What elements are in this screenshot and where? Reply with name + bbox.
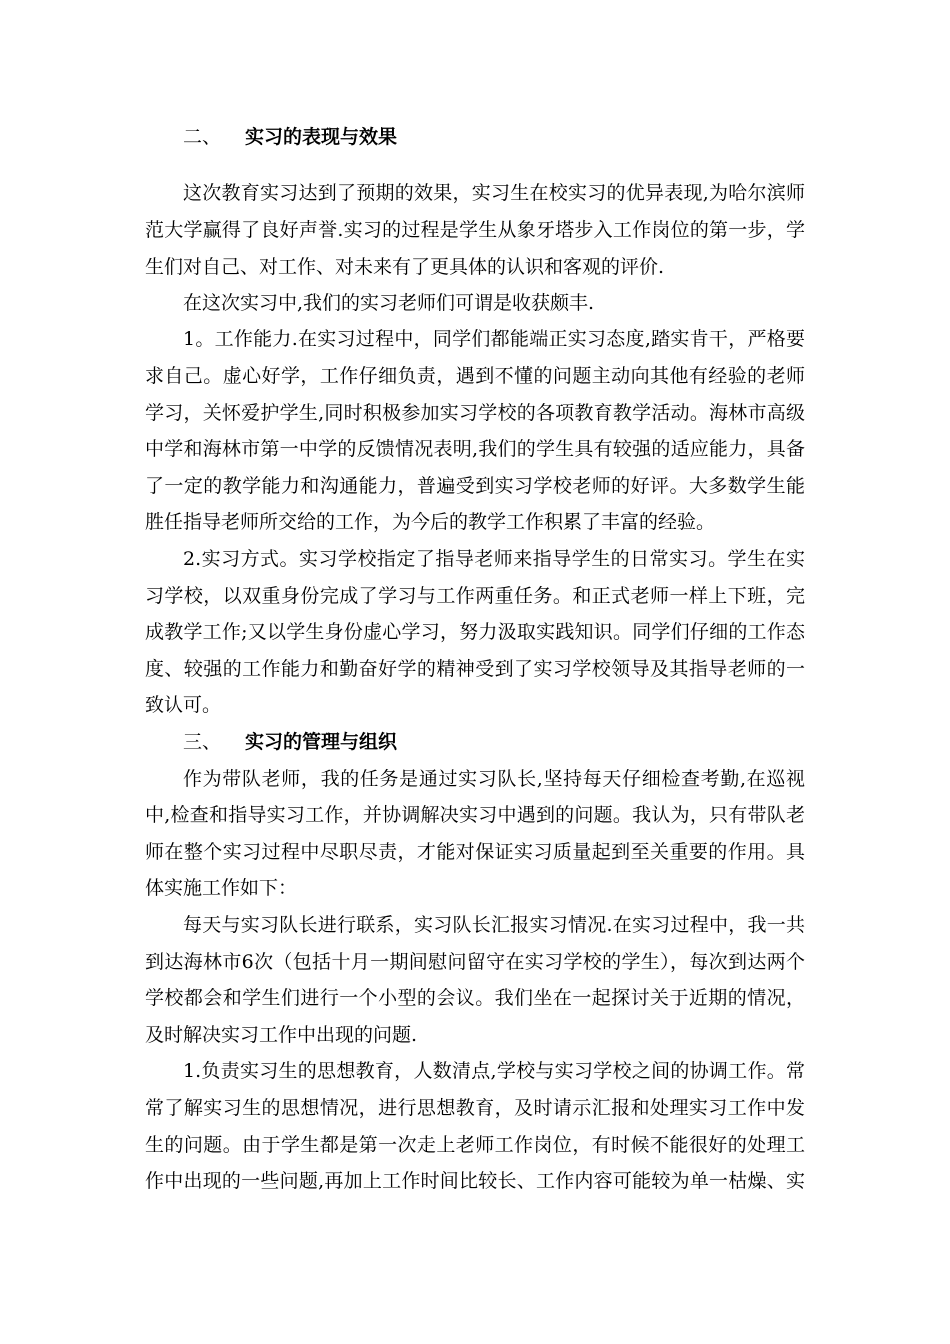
text-line: 常了解实习生的思想情况，进行思想教育，及时请示汇报和处理实习工作中发 <box>145 1097 805 1119</box>
section-title: 实习的表现与效果 <box>245 126 398 148</box>
text-line: 1.负责实习生的思想教育，人数清点,学校与实习学校之间的协调工作。常 <box>183 1060 805 1082</box>
text-line: 中学和海林市第一中学的反馈情况表明,我们的学生具有较强的适应能力，具备 <box>145 438 805 460</box>
section-number: 二、 <box>183 126 222 148</box>
text-line: 生们对自己、对工作、对未来有了更具体的认识和客观的评价. <box>145 256 665 278</box>
text-line: 求自己。虚心好学，工作仔细负责，遇到不懂的问题主动向其他有经验的老师 <box>145 365 805 387</box>
text-line: 学校都会和学生们进行一个小型的会议。我们坐在一起探讨关于近期的情况， <box>145 987 805 1009</box>
section-heading <box>183 730 397 754</box>
text-line: 了一定的教学能力和沟通能力，普遍受到实习学校老师的好评。大多数学生能 <box>145 475 805 497</box>
text-line: 到达海林市6次（包括十月一期间慰问留守在实习学校的学生），每次到达两个 <box>145 951 805 973</box>
section-heading <box>183 125 397 149</box>
text-line: 1。工作能力.在实习过程中，同学们都能端正实习态度,踏实肯干，严格要 <box>183 328 805 350</box>
text-line: 中,检查和指导实习工作，并协调解决实习中遇到的问题。我认为，只有带队老 <box>145 804 805 826</box>
text-line: 每天与实习队长进行联系，实习队长汇报实习情况.在实习过程中，我一共 <box>183 914 805 936</box>
text-line: 胜任指导老师所交给的工作，为今后的教学工作积累了丰富的经验。 <box>145 511 716 533</box>
text-line: 在这次实习中,我们的实习老师们可谓是收获颇丰. <box>183 292 595 314</box>
text-line: 2.实习方式。实习学校指定了指导老师来指导学生的日常实习。学生在实 <box>183 548 805 570</box>
text-line: 及时解决实习工作中出现的问题. <box>145 1024 418 1046</box>
text-line: 作中出现的一些问题,再加上工作时间比较长、工作内容可能较为单一枯燥、实 <box>145 1170 805 1192</box>
text-line: 这次教育实习达到了预期的效果，实习生在校实习的优异表现,为哈尔滨师 <box>183 182 805 204</box>
text-line: 师在整个实习过程中尽职尽责，才能对保证实习质量起到至关重要的作用。具 <box>145 841 805 863</box>
section-title: 实习的管理与组织 <box>245 731 398 753</box>
text-line: 学习，关怀爱护学生,同时积极参加实习学校的各项教育教学活动。海林市高级 <box>145 402 805 424</box>
text-line: 范大学赢得了良好声誉.实习的过程是学生从象牙塔步入工作岗位的第一步，学 <box>145 219 805 241</box>
text-line: 生的问题。由于学生都是第一次走上老师工作岗位，有时候不能很好的处理工 <box>145 1134 805 1156</box>
text-line: 致认可。 <box>145 694 222 716</box>
text-line: 成教学工作;又以学生身份虚心学习，努力汲取实践知识。同学们仔细的工作态 <box>145 621 805 643</box>
text-line: 作为带队老师，我的任务是通过实习队长,坚持每天仔细检查考勤,在巡视 <box>183 768 805 790</box>
text-line: 体实施工作如下： <box>145 877 298 899</box>
text-line: 度、较强的工作能力和勤奋好学的精神受到了实习学校领导及其指导老师的一 <box>145 658 805 680</box>
text-line: 习学校，以双重身份完成了学习与工作两重任务。和正式老师一样上下班，完 <box>145 585 805 607</box>
section-number: 三、 <box>183 731 222 753</box>
